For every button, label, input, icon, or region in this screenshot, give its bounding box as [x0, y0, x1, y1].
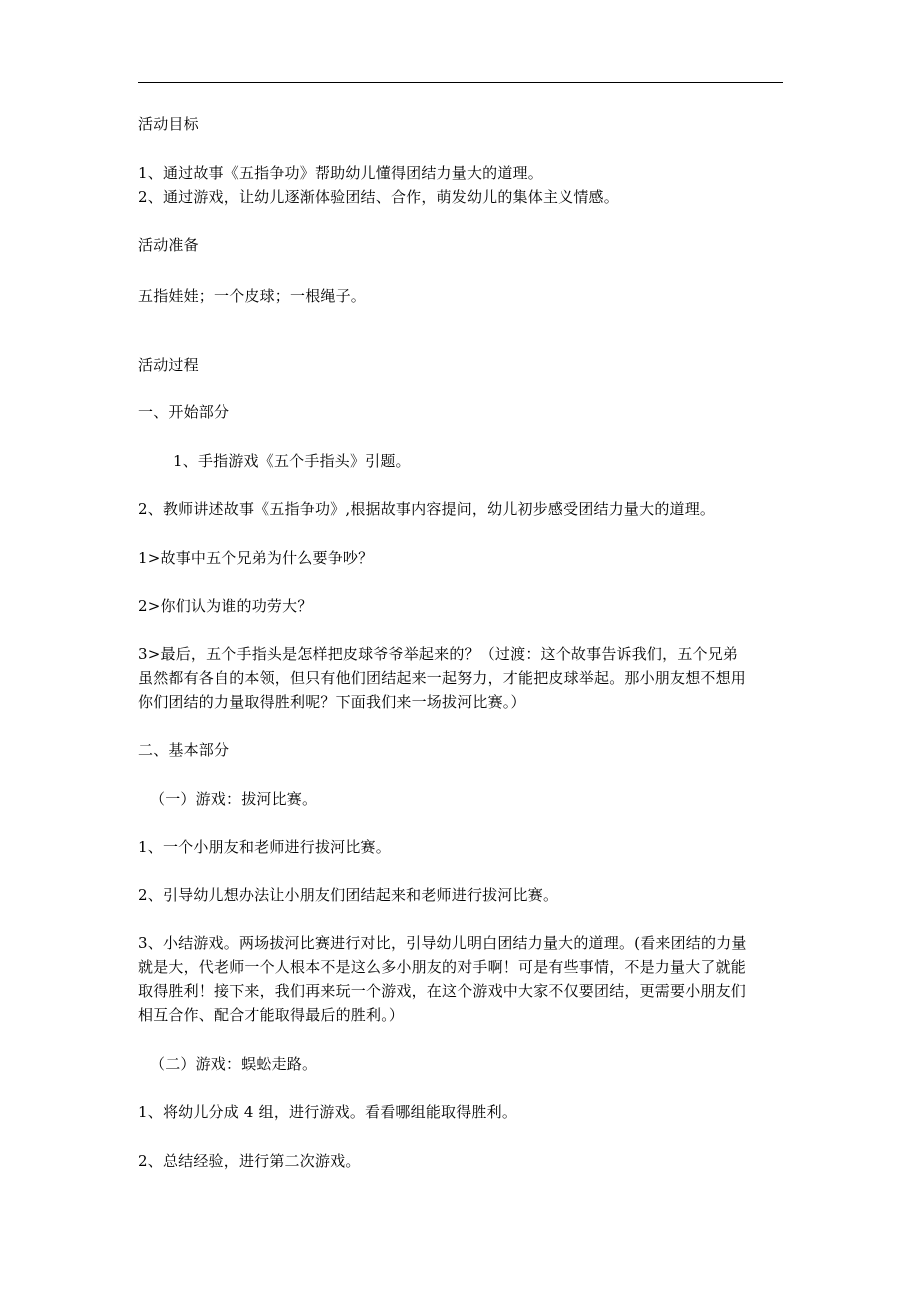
game1-item-3-line-2: 就是大，代老师一个人根本不是这么多小朋友的对手啊！可是有些事情，不是力量大了就能 — [138, 958, 747, 976]
question-3-line-3: 你们团结的力量取得胜利呢？下面我们来一场拔河比赛。） — [138, 693, 526, 711]
preparation-text: 五指娃娃；一个皮球；一根绳子。 — [138, 287, 367, 305]
part1-item-1: 1、手指游戏《五个手指头》引题。 — [173, 452, 411, 470]
part2-heading: 二、基本部分 — [138, 741, 230, 759]
header-rule — [138, 82, 783, 83]
section-heading-process: 活动过程 — [138, 356, 199, 374]
game2-heading: （二）游戏：蜈蚣走路。 — [150, 1055, 318, 1073]
question-3-line-2: 虽然都有各自的本领，但只有他们团结起来一起努力，才能把皮球举起。那小朋友想不想用 — [138, 669, 747, 687]
section-heading-preparation: 活动准备 — [138, 236, 199, 254]
game1-item-2: 2、引导幼儿想办法让小朋友们团结起来和老师进行拔河比赛。 — [138, 886, 559, 904]
game1-item-3-line-4: 相互合作、配合才能取得最后的胜利。） — [138, 1006, 405, 1024]
game1-item-3-line-3: 取得胜利！接下来，我们再来玩一个游戏，在这个游戏中大家不仅要团结，更需要小朋友们 — [138, 982, 747, 1000]
goal-item-2: 2、通过游戏，让幼儿逐渐体验团结、合作，萌发幼儿的集体主义情感。 — [138, 188, 619, 206]
part1-heading: 一、开始部分 — [138, 403, 230, 421]
game1-heading: （一）游戏：拔河比赛。 — [150, 790, 318, 808]
question-3-line-1: 3>最后，五个手指头是怎样把皮球爷爷举起来的？（过渡：这个故事告诉我们，五个兄弟 — [138, 645, 739, 663]
game2-item-1: 1、将幼儿分成 4 组，进行游戏。看看哪组能取得胜利。 — [138, 1103, 518, 1121]
part1-item-2: 2、教师讲述故事《五指争功》,根据故事内容提问，幼儿初步感受团结力量大的道理。 — [138, 500, 716, 518]
goal-item-1: 1、通过故事《五指争功》帮助幼儿懂得团结力量大的道理。 — [138, 164, 543, 182]
section-heading-goals: 活动目标 — [138, 115, 199, 133]
game2-item-2: 2、总结经验，进行第二次游戏。 — [138, 1152, 361, 1170]
question-1: 1>故事中五个兄弟为什么要争吵？ — [138, 549, 374, 567]
question-2: 2>你们认为谁的功劳大？ — [138, 597, 313, 615]
game1-item-3-line-1: 3、小结游戏。两场拔河比赛进行对比，引导幼儿明白团结力量大的道理。(看来团结的力量 — [138, 934, 747, 952]
game1-item-1: 1、一个小朋友和老师进行拔河比赛。 — [138, 838, 391, 856]
